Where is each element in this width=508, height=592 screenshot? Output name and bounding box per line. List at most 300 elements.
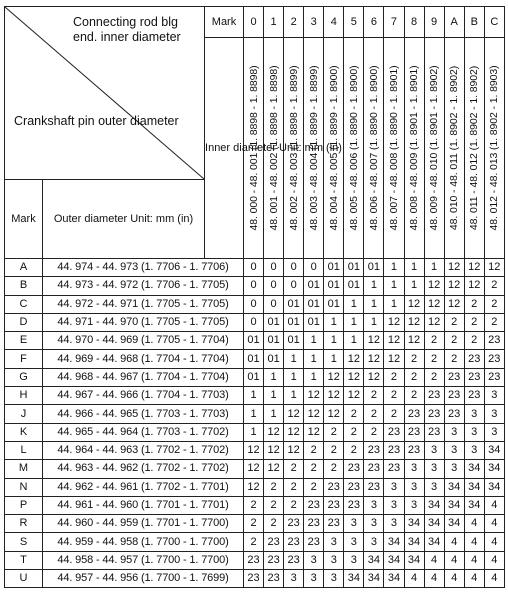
bearing-grade-cell: 01 [284,313,304,331]
bearing-grade-cell: 4 [424,551,444,569]
bearing-grade-cell: 12 [284,423,304,441]
column-inner-diameter [344,38,364,259]
bearing-grade-cell: 01 [284,332,304,350]
row-mark: U [5,570,43,588]
bearing-grade-cell: 3 [424,478,444,496]
bearing-grade-cell: 12 [284,405,304,423]
bearing-grade-cell: 3 [324,551,344,569]
bearing-grade-cell: 01 [364,259,384,277]
bearing-grade-cell: 12 [324,368,344,386]
bearing-grade-cell: 34 [364,570,384,588]
outer-diameter-range: 44. 957 - 44. 956 (1. 7700 - 1. 7699) [43,570,244,588]
bearing-grade-cell: 2 [304,478,324,496]
bearing-grade-cell: 3 [484,423,504,441]
bearing-grade-cell: 23 [364,441,384,459]
bearing-grade-cell: 1 [324,350,344,368]
bearing-grade-cell: 2 [424,350,444,368]
column-mark: 4 [324,7,344,38]
bearing-grade-cell: 23 [384,423,404,441]
table-row [5,460,505,478]
bearing-grade-cell: 34 [364,551,384,569]
bearing-grade-cell: 23 [484,350,504,368]
inner-diameter-range: 48. 008 - 48. 009 (1. 8901 - 1. 8901) [407,65,420,231]
bearing-grade-cell: 12 [304,387,324,405]
table-row [5,423,505,441]
table-row [5,515,505,533]
bearing-grade-cell: 01 [284,295,304,313]
bearing-grade-cell: 12 [484,259,504,277]
bearing-grade-cell: 3 [384,478,404,496]
outer-diameter-range: 44. 959 - 44. 958 (1. 7700 - 1. 7700) [43,533,244,551]
row-mark: J [5,405,43,423]
bearing-grade-cell: 1 [284,368,304,386]
column-inner-diameter [424,38,444,259]
bearing-grade-cell: 01 [304,277,324,295]
inner-diameter-range: 48. 012 - 48. 013 (1. 8902 - 1. 8903) [488,65,501,231]
bearing-grade-cell: 1 [304,368,324,386]
bearing-grade-cell: 1 [364,277,384,295]
bearing-grade-cell: 4 [484,496,504,514]
bearing-grade-cell: 01 [304,313,324,331]
table-row [5,295,505,313]
bearing-grade-cell: 1 [424,259,444,277]
table-row [5,478,505,496]
bearing-grade-cell: 3 [324,533,344,551]
outer-diameter-range: 44. 965 - 44. 964 (1. 7703 - 1. 7702) [43,423,244,441]
bearing-grade-cell: 23 [404,423,424,441]
bearing-grade-cell: 3 [304,570,324,588]
bearing-grade-cell: 4 [484,533,504,551]
bearing-grade-cell: 2 [244,496,264,514]
bearing-grade-cell: 3 [444,460,464,478]
inner-diameter-range: 48. 001 - 48. 002 (1. 8898 - 1. 8898) [267,65,280,231]
bearing-grade-cell: 12 [284,441,304,459]
row-mark: E [5,332,43,350]
bearing-grade-cell: 3 [344,515,364,533]
bearing-grade-cell: 12 [324,405,344,423]
bearing-grade-cell: 12 [444,277,464,295]
bearing-grade-cell: 2 [364,405,384,423]
bearing-grade-cell: 23 [384,441,404,459]
bearing-grade-cell: 2 [324,460,344,478]
row-mark: N [5,478,43,496]
column-inner-diameter [304,38,324,259]
inner-diameter-header: Inner diameter Unit: mm (in) [205,38,244,259]
bearing-grade-cell: 23 [484,332,504,350]
bearing-grade-cell: 34 [444,478,464,496]
row-mark: B [5,277,43,295]
bearing-grade-cell: 23 [424,405,444,423]
table-row [5,313,505,331]
bearing-grade-cell: 3 [424,460,444,478]
bearing-grade-cell: 4 [444,551,464,569]
row-mark: A [5,259,43,277]
bearing-grade-cell: 12 [384,350,404,368]
bearing-grade-cell: 23 [324,478,344,496]
bearing-grade-cell: 1 [344,295,364,313]
bearing-grade-cell: 01 [264,350,284,368]
row-mark: M [5,460,43,478]
row-mark: D [5,313,43,331]
bearing-grade-cell: 4 [424,570,444,588]
bearing-grade-cell: 23 [344,478,364,496]
column-inner-diameter [404,38,424,259]
bearing-grade-cell: 01 [344,259,364,277]
column-mark: B [464,7,484,38]
bearing-grade-cell: 34 [384,551,404,569]
bearing-grade-cell: 2 [264,515,284,533]
inner-diameter-range: 48. 006 - 48. 007 (1. 8890 - 1. 8900) [367,65,380,231]
bearing-grade-cell: 2 [264,496,284,514]
bearing-grade-cell: 3 [484,387,504,405]
bearing-grade-cell: 0 [264,277,284,295]
bearing-grade-cell: 12 [264,441,284,459]
bearing-grade-cell: 2 [384,387,404,405]
bearing-grade-cell: 12 [364,350,384,368]
bearing-grade-cell: 0 [244,313,264,331]
table-row [5,332,505,350]
bearing-grade-cell: 4 [464,533,484,551]
bearing-grade-cell: 34 [484,460,504,478]
bearing-grade-cell: 2 [384,368,404,386]
bearing-grade-cell: 23 [284,515,304,533]
bearing-grade-cell: 1 [264,387,284,405]
column-mark: C [484,7,504,38]
inner-diameter-range: 48. 000 - 48. 001 (1. 8898 - 1. 8898) [247,65,260,231]
bearing-grade-cell: 23 [484,368,504,386]
bearing-grade-cell: 2 [424,368,444,386]
inner-diameter-range: 48. 011 - 48. 012 (1. 8902 - 1. 8902) [467,65,480,231]
bearing-grade-cell: 12 [404,295,424,313]
bearing-grade-cell: 4 [464,570,484,588]
bearing-grade-cell: 23 [264,533,284,551]
bearing-grade-cell: 3 [484,405,504,423]
bearing-grade-cell: 12 [384,332,404,350]
bearing-grade-cell: 12 [344,368,364,386]
bearing-grade-cell: 12 [244,441,264,459]
bearing-grade-cell: 1 [244,405,264,423]
outer-diameter-range: 44. 974 - 44. 973 (1. 7706 - 1. 7706) [43,259,244,277]
bearing-grade-cell: 3 [464,441,484,459]
bearing-grade-cell: 4 [404,570,424,588]
bearing-grade-cell: 2 [444,350,464,368]
bearing-grade-cell: 3 [404,460,424,478]
bearing-grade-cell: 2 [484,277,504,295]
bearing-grade-cell: 1 [344,313,364,331]
bearing-grade-cell: 34 [344,570,364,588]
bearing-grade-cell: 2 [404,387,424,405]
bearing-grade-cell: 01 [264,332,284,350]
outer-diameter-header: Outer diameter Unit: mm (in) [43,180,205,259]
bearing-grade-cell: 2 [464,295,484,313]
bearing-grade-cell: 34 [464,460,484,478]
column-inner-diameter [384,38,404,259]
bearing-grade-cell: 1 [304,332,324,350]
bearing-grade-cell: 23 [264,551,284,569]
bearing-grade-cell: 34 [424,496,444,514]
bearing-grade-cell: 01 [324,277,344,295]
bearing-grade-cell: 0 [244,277,264,295]
bearing-grade-cell: 0 [264,259,284,277]
column-inner-diameter [484,38,504,259]
bearing-grade-cell: 01 [264,313,284,331]
bearing-grade-cell: 3 [464,405,484,423]
bearing-selection-table [4,6,505,588]
table-row [5,368,505,386]
bearing-grade-cell: 3 [424,441,444,459]
bearing-grade-cell: 23 [444,387,464,405]
outer-diameter-range: 44. 971 - 44. 970 (1. 7705 - 1. 7705) [43,313,244,331]
row-mark: S [5,533,43,551]
bearing-grade-cell: 34 [404,515,424,533]
bearing-grade-cell: 34 [404,533,424,551]
bearing-grade-cell: 3 [444,423,464,441]
row-mark: L [5,441,43,459]
bearing-grade-cell: 12 [244,478,264,496]
bearing-grade-cell: 1 [284,387,304,405]
bearing-grade-cell: 3 [364,515,384,533]
bearing-grade-cell: 23 [404,441,424,459]
bearing-grade-cell: 2 [444,313,464,331]
column-mark: 5 [344,7,364,38]
bearing-grade-cell: 3 [464,423,484,441]
bearing-grade-cell: 12 [464,259,484,277]
bearing-grade-cell: 01 [344,277,364,295]
bearing-grade-cell: 2 [324,441,344,459]
row-mark: T [5,551,43,569]
bearing-grade-cell: 12 [384,313,404,331]
bearing-grade-cell: 3 [284,570,304,588]
bearing-grade-cell: 2 [484,313,504,331]
inner-diameter-range: 48. 002 - 48. 003 (1. 8898 - 1. 8899) [287,65,300,231]
bearing-grade-cell: 23 [304,515,324,533]
row-mark: R [5,515,43,533]
bearing-grade-cell: 4 [444,533,464,551]
bearing-grade-cell: 0 [284,259,304,277]
bearing-grade-cell: 3 [404,478,424,496]
bearing-grade-cell: 34 [384,533,404,551]
bearing-grade-cell: 23 [244,570,264,588]
column-inner-diameter [464,38,484,259]
bearing-grade-cell: 34 [384,570,404,588]
bearing-grade-cell: 0 [304,259,324,277]
bearing-grade-cell: 23 [464,387,484,405]
bearing-grade-cell: 1 [384,277,404,295]
inner-diameter-range: 48. 007 - 48. 008 (1. 8890 - 1. 8901) [387,65,400,231]
bearing-grade-cell: 34 [404,551,424,569]
row-mark: H [5,387,43,405]
bearing-grade-cell: 23 [424,387,444,405]
bearing-grade-cell: 23 [464,368,484,386]
column-inner-diameter [264,38,284,259]
bearing-grade-cell: 1 [384,295,404,313]
column-inner-diameter [244,38,264,259]
column-mark: 1 [264,7,284,38]
bearing-grade-cell: 2 [464,313,484,331]
bearing-grade-cell: 34 [444,515,464,533]
bearing-grade-cell: 2 [404,368,424,386]
bearing-grade-cell: 23 [324,496,344,514]
bearing-grade-cell: 1 [404,277,424,295]
bearing-grade-cell: 34 [484,478,504,496]
outer-diameter-range: 44. 969 - 44. 968 (1. 7704 - 1. 7704) [43,350,244,368]
bearing-grade-cell: 0 [244,295,264,313]
bearing-grade-cell: 12 [464,277,484,295]
bearing-grade-cell: 1 [284,350,304,368]
bearing-grade-cell: 1 [244,387,264,405]
column-mark: 8 [404,7,424,38]
bearing-grade-cell: 1 [384,259,404,277]
bearing-grade-cell: 1 [324,313,344,331]
bearing-grade-cell: 12 [344,387,364,405]
bearing-grade-cell: 12 [444,295,464,313]
bearing-grade-cell: 1 [344,332,364,350]
bearing-grade-cell: 12 [424,277,444,295]
column-mark-header: Mark [205,7,244,38]
bearing-grade-cell: 2 [304,441,324,459]
column-mark: 0 [244,7,264,38]
outer-diameter-range: 44. 973 - 44. 972 (1. 7706 - 1. 7705) [43,277,244,295]
bearing-grade-cell: 34 [424,515,444,533]
bearing-grade-cell: 34 [464,478,484,496]
row-mark: F [5,350,43,368]
bearing-grade-cell: 4 [484,551,504,569]
bearing-grade-cell: 23 [264,570,284,588]
outer-diameter-range: 44. 958 - 44. 957 (1. 7700 - 1. 7700) [43,551,244,569]
bearing-grade-cell: 12 [264,460,284,478]
bearing-grade-cell: 2 [304,460,324,478]
row-mark: K [5,423,43,441]
bearing-grade-cell: 3 [324,570,344,588]
table-row [5,259,505,277]
bearing-grade-cell: 23 [384,460,404,478]
bearing-grade-cell: 12 [404,313,424,331]
bearing-grade-cell: 12 [364,368,384,386]
bearing-grade-cell: 23 [284,533,304,551]
bearing-grade-cell: 34 [484,441,504,459]
table-row [5,570,505,588]
outer-diameter-range: 44. 970 - 44. 969 (1. 7705 - 1. 7704) [43,332,244,350]
bearing-grade-cell: 12 [424,295,444,313]
outer-diameter-range: 44. 966 - 44. 965 (1. 7703 - 1. 7703) [43,405,244,423]
bearing-grade-cell: 4 [464,551,484,569]
row-mark: C [5,295,43,313]
bearing-grade-cell: 1 [364,295,384,313]
bearing-grade-cell: 0 [244,259,264,277]
bearing-grade-cell: 23 [304,533,324,551]
bearing-grade-cell: 12 [264,423,284,441]
bearing-grade-cell: 3 [384,496,404,514]
bearing-grade-cell: 23 [424,423,444,441]
inner-diameter-range: 48. 009 - 48. 010 (1. 8901 - 1. 8902) [427,65,440,231]
table-row [5,387,505,405]
bearing-grade-cell: 2 [244,515,264,533]
bearing-grade-cell: 1 [264,405,284,423]
column-mark: 3 [304,7,324,38]
table-row [5,551,505,569]
bearing-grade-cell: 12 [324,387,344,405]
column-mark: 9 [424,7,444,38]
table-row [5,496,505,514]
bearing-grade-cell: 12 [304,423,324,441]
bearing-grade-cell: 12 [404,332,424,350]
bearing-grade-cell: 12 [444,259,464,277]
table-row [5,405,505,423]
bearing-grade-cell: 2 [384,405,404,423]
bearing-grade-cell: 2 [284,496,304,514]
column-inner-diameter [284,38,304,259]
bearing-grade-cell: 01 [244,368,264,386]
bearing-grade-cell: 3 [364,496,384,514]
bearing-grade-cell: 2 [424,332,444,350]
row-mark: G [5,368,43,386]
column-mark: 7 [384,7,404,38]
bearing-grade-cell: 3 [384,515,404,533]
outer-diameter-range: 44. 968 - 44. 967 (1. 7704 - 1. 7704) [43,368,244,386]
bearing-grade-cell: 23 [244,551,264,569]
bearing-grade-cell: 23 [344,460,364,478]
outer-diameter-range: 44. 963 - 44. 962 (1. 7702 - 1. 7702) [43,460,244,478]
inner-diameter-range: 48. 010 - 48. 011 (1. 8902 - 1. 8902) [447,65,460,231]
bearing-grade-cell: 2 [324,423,344,441]
bearing-grade-cell: 23 [364,478,384,496]
crankshaft-label: Crankshaft pin outer diameter [14,114,179,128]
row-mark-header: Mark [5,180,43,259]
bearing-grade-cell: 1 [364,313,384,331]
column-inner-diameter [444,38,464,259]
bearing-grade-cell: 23 [444,405,464,423]
bearing-grade-cell: 2 [244,533,264,551]
bearing-grade-cell: 12 [244,460,264,478]
bearing-grade-cell: 23 [404,405,424,423]
bearing-grade-cell: 2 [344,441,364,459]
corner-header [5,7,205,180]
bearing-grade-cell: 2 [484,295,504,313]
bearing-grade-cell: 34 [424,533,444,551]
bearing-grade-cell: 2 [284,478,304,496]
column-mark: 2 [284,7,304,38]
outer-diameter-range: 44. 967 - 44. 966 (1. 7704 - 1. 7703) [43,387,244,405]
bearing-grade-cell: 12 [344,350,364,368]
outer-diameter-range: 44. 962 - 44. 961 (1. 7702 - 1. 7701) [43,478,244,496]
table-row [5,441,505,459]
outer-diameter-range: 44. 961 - 44. 960 (1. 7701 - 1. 7701) [43,496,244,514]
bearing-grade-cell: 4 [484,570,504,588]
column-mark: A [444,7,464,38]
bearing-grade-cell: 23 [324,515,344,533]
bearing-grade-cell: 2 [444,332,464,350]
bearing-grade-cell: 34 [464,496,484,514]
bearing-grade-cell: 2 [284,460,304,478]
bearing-grade-cell: 3 [404,496,424,514]
connecting-rod-label: Connecting rod blg end. inner diameter [73,15,181,44]
table-row [5,350,505,368]
column-inner-diameter [324,38,344,259]
bearing-grade-cell: 01 [304,295,324,313]
bearing-grade-cell: 1 [324,332,344,350]
bearing-grade-cell: 4 [484,515,504,533]
inner-diameter-range: 48. 005 - 48. 006 (1. 8890 - 1. 8900) [347,65,360,231]
column-mark: 6 [364,7,384,38]
bearing-grade-cell: 2 [364,387,384,405]
bearing-grade-cell: 0 [264,295,284,313]
bearing-grade-cell: 1 [264,368,284,386]
bearing-grade-cell: 23 [364,460,384,478]
bearing-grade-cell: 2 [264,478,284,496]
bearing-grade-cell: 2 [344,423,364,441]
bearing-grade-cell: 3 [344,551,364,569]
column-inner-diameter [364,38,384,259]
